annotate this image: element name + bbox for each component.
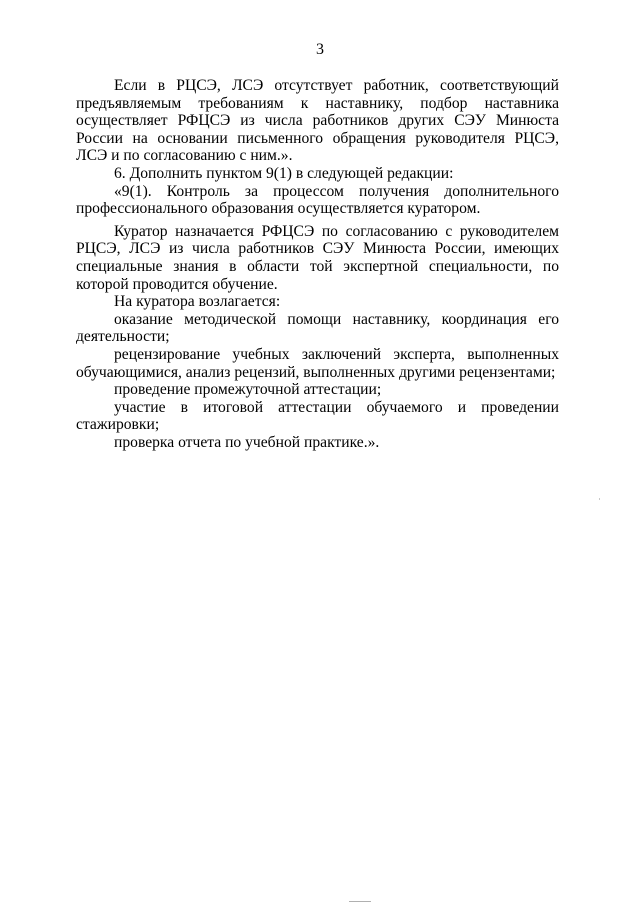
scan-artifact: [349, 901, 371, 902]
paragraph-curator-duties-intro: На куратора возлагается:: [114, 293, 281, 311]
paragraph-duty-practice-report: проверка отчета по учебной практике.».: [114, 433, 380, 451]
paragraph-duty-final-attestation: участие в итоговой аттестации обучаемого и проведении стажировки;: [76, 398, 559, 434]
scan-artifact: [599, 498, 600, 500]
paragraph-duty-methodical-help: оказание методической помощи наставнику, координация его деятельности;: [76, 310, 559, 346]
paragraph-item-9-1: «9(1). Контроль за процессом получения дополнительного профессионального образования осуществляется куратором.: [76, 182, 559, 218]
paragraph-duty-reviewing: рецензирование учебных заключений эксперта, выполненных обучающимися, анализ рецензий, выполненных другими рецензентами;: [76, 345, 559, 381]
paragraph-duty-intermediate-attestation: проведение промежуточной аттестации;: [114, 381, 382, 399]
paragraph-curator-appointment: Куратор назначается РФЦСЭ по согласованию с руководителем РЦСЭ, ЛСЭ из числа работников СЭУ Минюста России, имеющих специальные знания в области той экспертной специальности, по которой проводится обучение.: [76, 222, 559, 293]
document-body: [76, 77, 559, 451]
page-number: 3: [316, 41, 324, 58]
paragraph-item-6: 6. Дополнить пунктом 9(1) в следующей редакции:: [114, 164, 454, 182]
paragraph-mentor-selection: Если в РЦСЭ, ЛСЭ отсутствует работник, соответствующий предъявляемым требованиям к наставнику, подбор наставника осуществляет РФЦСЭ из числа работников других СЭУ Минюста России на основании письменного обращения руководителя РЦСЭ, ЛСЭ и по согласованию с ним.».: [76, 77, 559, 165]
